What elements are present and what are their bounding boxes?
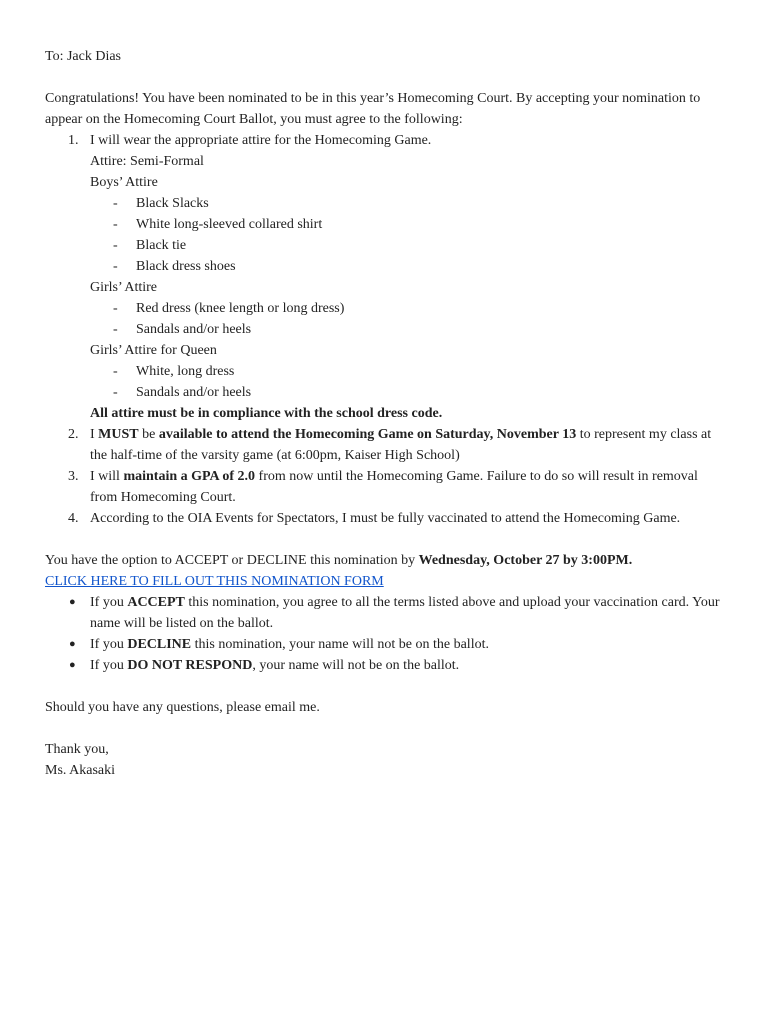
text-run: to represent my class at the half-time of the varsity game (at 6:00pm, Kaiser High School)	[90, 427, 712, 463]
text-run: from now until the Homecoming Game. Failure to do so will result in removal from Homecoming Court.	[90, 469, 698, 505]
text-run: this nomination, you agree to all the terms listed above and upload your vaccination card. Your name will be listed on the ballot.	[90, 595, 720, 631]
queen-attire-heading: Girls’ Attire for Queen	[90, 343, 217, 358]
bullet-icon: ●	[69, 638, 76, 650]
text-run: I	[90, 427, 99, 442]
response-options-list	[45, 592, 725, 676]
term-text	[90, 424, 725, 466]
list-item: - Black dress shoes	[113, 256, 725, 277]
list-item: - White, long dress	[113, 361, 725, 382]
deadline-paragraph	[45, 550, 725, 571]
text-bold: maintain a GPA of 2.0	[123, 469, 256, 484]
term-number: 2.	[68, 427, 79, 442]
term-item-4	[45, 508, 725, 529]
boys-attire-list	[90, 193, 725, 277]
closing-line: Thank you,	[45, 742, 109, 757]
text-bold: DO NOT RESPOND	[127, 658, 253, 673]
list-item-decline	[45, 634, 725, 655]
dress-code-notice: All attire must be in compliance with the school dress code.	[90, 406, 443, 421]
term-text: I will wear the appropriate attire for the Homecoming Game.	[90, 133, 432, 148]
list-item: - Black Slacks	[113, 193, 725, 214]
text-bold: MUST	[98, 427, 139, 442]
list-item-no-response	[45, 655, 725, 676]
list-item: - Sandals and/or heels	[113, 382, 725, 403]
text-run: , your name will not be on the ballot.	[252, 658, 460, 673]
attire-line: Attire: Semi-Formal	[90, 154, 204, 169]
term-item-3	[45, 466, 725, 508]
recipient-line: To: Jack Dias	[45, 49, 122, 64]
term-item-2	[45, 424, 725, 466]
text-bold: ACCEPT	[127, 595, 185, 610]
list-item: - Red dress (knee length or long dress)	[113, 298, 725, 319]
term-text	[90, 466, 725, 508]
term-number: 3.	[68, 469, 79, 484]
list-item: - Black tie	[113, 235, 725, 256]
list-item: - White long-sleeved collared shirt	[113, 214, 725, 235]
text-run: If you	[90, 637, 128, 652]
girls-attire-list	[90, 298, 725, 340]
girls-attire-heading: Girls’ Attire	[90, 280, 158, 295]
intro-paragraph: Congratulations! You have been nominated to be in this year’s Homecoming Court. By accepting your nomination to appear on the Homecoming Court Ballot, you must agree to the following:	[45, 91, 701, 127]
text-run: You have the option to ACCEPT or DECLINE this nomination by	[45, 553, 419, 568]
text-bold: available to attend the Homecoming Game on Saturday, November 13	[158, 427, 577, 442]
queen-attire-list	[90, 361, 725, 403]
text-run: I will	[90, 469, 124, 484]
text-bold: DECLINE	[127, 637, 192, 652]
term-item-1	[45, 130, 725, 424]
boys-attire-heading: Boys’ Attire	[90, 175, 158, 190]
term-text: According to the OIA Events for Spectators, I must be fully vaccinated to attend the Homecoming Game.	[90, 511, 681, 526]
letter	[45, 46, 725, 781]
terms-list	[45, 130, 725, 529]
term-number: 4.	[68, 511, 79, 526]
bullet-icon: ●	[69, 596, 76, 608]
deadline-date: Wednesday, October 27 by 3:00PM.	[418, 553, 633, 568]
list-item: - Sandals and/or heels	[113, 319, 725, 340]
text-run: If you	[90, 658, 128, 673]
term-number: 1.	[68, 133, 79, 148]
text-run: be	[138, 427, 159, 442]
text-run: If you	[90, 595, 128, 610]
questions-line: Should you have any questions, please email me.	[45, 700, 320, 715]
signature-line: Ms. Akasaki	[45, 763, 115, 778]
bullet-icon: ●	[69, 659, 76, 671]
list-item-accept	[45, 592, 725, 634]
nomination-form-link[interactable]: CLICK HERE TO FILL OUT THIS NOMINATION FORM	[45, 574, 384, 589]
text-run: this nomination, your name will not be on the ballot.	[191, 637, 489, 652]
